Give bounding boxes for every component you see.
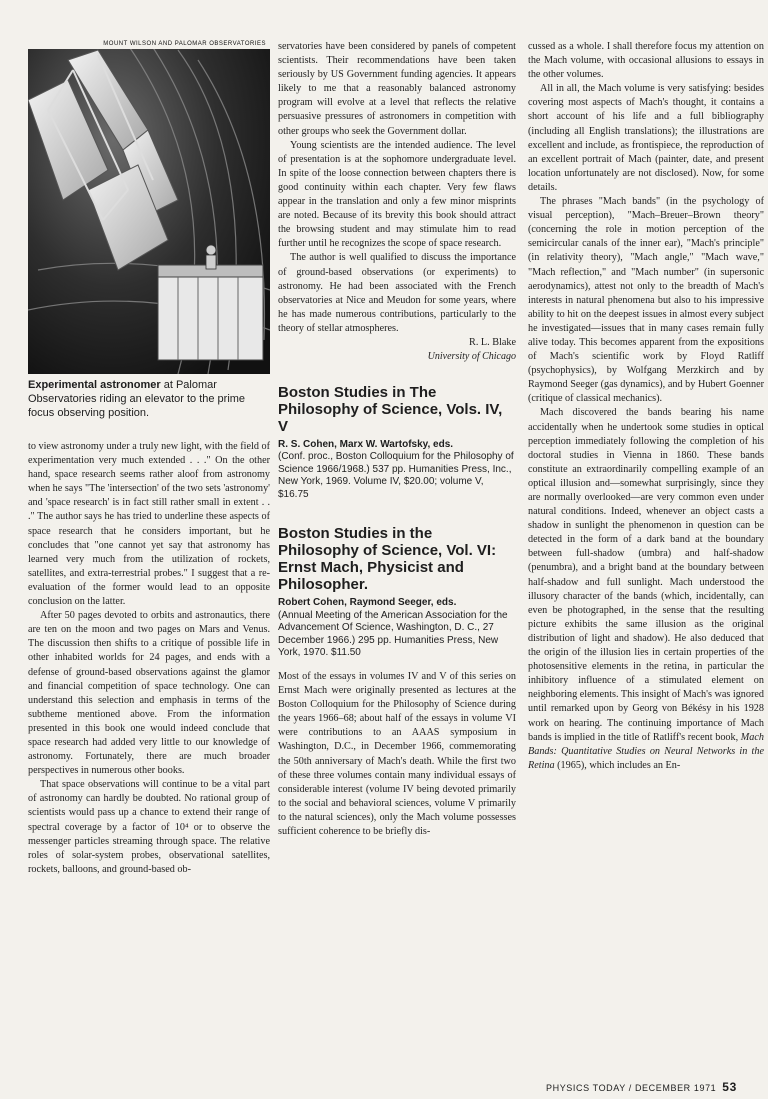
reviewer-name: R. L. Blake	[469, 336, 516, 348]
paragraph: The phrases "Mach bands" (in the psychology of visual perception), "Mach–Breuer–Brown theory" (concerning the role in motion perception of the semicircular canals of the inner ear), "Mach's principle" (in relativity theory), "Mach angle," "Mach wave," "Mach reflection," and "Mach number" (in supersonic aerodynamics), attest not only to the breadth of Mach's interests in natural phenomena but also to his impressive ability to hit on the deepest issues in almost every subject he investigated—issues that in many cases remain fully alive today. This becomes apparent from the expositions of Mach's scientific work by Floyd Ratliff (psychophysics), by Wolfgang Merzkirch and by Raymond Seeger (gas dynamics), and by Hubert Goenner (critique of classical mechanics).	[528, 196, 764, 405]
review-title: Boston Studies in The Philosophy of Science, Vols. IV, V	[278, 383, 503, 435]
paragraph	[528, 406, 764, 772]
paragraph: The author is well qualified to discuss the importance of ground-based observations (or experiments) to astronomy. He had been associated with the French observatories at Nice and Meudon for some years, where he has made numerous contributions, particularly to the theory of stellar atmospheres.	[278, 252, 516, 334]
paragraph: cussed as a whole. I shall therefore focus my attention on the Mach volume, with occasional allusions to essays in the other volumes.	[528, 41, 764, 81]
column-1	[28, 440, 270, 877]
paragraph: That space observations will continue to be a vital part of astronomy can hardly be doubted. No rational group of scientists would pass up a chance to extend their range of spectral coverage by a factor of 10⁴ or to observe the messenger particles streaming through space. The relative roles of solar-system probes, observational satellites, rockets, balloons, and ground-based ob-	[28, 779, 270, 875]
review-meta	[278, 439, 516, 502]
paragraph: After 50 pages devoted to orbits and astronautics, there are ten on the moon and two pages on Mars and Venus. The discussion then shifts to a critique of possible life in other inhabited worlds for 24 pages, and ends with a defense of ground-based observations against the glamor and financial competition of space technology. One can understand this selection and emphasis in terms of the subtheme mentioned above. From the information presented in this book one would indeed conclude that space research had added very little to our knowledge of astronomy. Fortunately, there are much broader perspectives in numerous other books.	[28, 610, 270, 777]
review-details: (Conf. proc., Boston Colloquium for the Philosophy of Science 1966/1968.) 537 pp. Humanities Press, Inc., New York, 1969. Volume IV, $20.00; volume V, $16.75	[278, 451, 514, 500]
review-meta	[278, 597, 516, 660]
page-footer	[546, 1080, 768, 1094]
paragraph-text: (1965), which includes an En-	[554, 759, 681, 771]
telescope-photo	[28, 40, 270, 374]
column-2	[278, 40, 516, 839]
caption-text: at Palomar Observatories riding an elevator to the prime focus observing position.	[28, 379, 246, 419]
page-number: 53	[722, 1080, 737, 1094]
caption-bold: Experimental astronomer	[28, 379, 161, 391]
reviewer-affiliation: University of Chicago	[427, 350, 516, 362]
photo-credit: MOUNT WILSON AND PALOMAR OBSERVATORIES	[28, 40, 270, 49]
review-authors: R. S. Cohen, Marx W. Wartofsky, eds.	[278, 438, 454, 450]
paragraph: servatories have been considered by panels of competent scientists. Their recommendations have been taken seriously by US Government funding agencies. It appears likely to me that a reasonably balanced astronomy program will evolve at a level that reflects the relative persuasive pressures of astronomers in competition with other groups who seek the Government dollar.	[278, 41, 516, 137]
review-authors: Robert Cohen, Raymond Seeger, eds.	[278, 597, 457, 609]
paragraph: All in all, the Mach volume is very satisfying: besides covering most aspects of Mach's thought, it contains a short account of his life and a full bibliography (including all English translations); the illustrations are excellent and include, as frontispiece, the reproduction of an excellent portrait of Mach (painter, date, and present location unfortunately are not disclosed). Now, for some details.	[528, 83, 764, 193]
paragraph-text: Mach discovered the bands bearing his name accidentally when he undertook some studies in optical perception immediately following the completion of his doctoral studies in Vienna in 1860. These bands constitute an extraordinarily compelling example of an optical illusion and—somewhat surprisingly, since they are normally overlooked—are very common even under natural conditions. Indeed, whenever an object casts a shadow in sunlight the phenomenon in question can be detected in the form of a dark band at the boundary between full-shadow (umbra) and half-shadow (penumbra), and a bright band at the boundary between half-shadow and full sunlight. Mach understood the illusory character of the bands (which, incidentally, can even be photographed, in the sense that the resulting picture exhibits the same illusion as the original distribution of light and shadow). He also deduced that the origin of the illusion lies in certain properties of the photosensitive elements in the retina, in particular the inhibitory influence of a stimulated element on neighboring elements. This insight of Mach's was ignored until remarked upon by Georg von Békésy in his 1928 work on hearing. The continuing importance of Mach bands is implied in the title of Ratliff's recent book,	[528, 407, 764, 743]
journal-issue: PHYSICS TODAY / DECEMBER 1971	[546, 1083, 717, 1093]
review-title: Boston Studies in the Philosophy of Science, Vol. VI: Ernst Mach, Physicist and Philosopher.	[278, 525, 497, 594]
paragraph: to view astronomy under a truly new light, with the field of experimentation very much extended . . ." On the other hand, space research seems rather aloof from astronomy when he says "The 'intersection' of the two sets 'astronomy' and 'space research' is in fact still rather small in extent . . ." The author says he has tried to underline these aspects of space research that he considers important, but he concludes that "one cannot yet say that astronomy has learned very much from the utilization of rockets, satellites, and extra-terrestrial probes." I suggest that a re-evaluation of the former would lead to an opposite conclusion on the latter.	[28, 441, 270, 608]
book-title: Mach Bands: Quantitative Studies on Neural Networks in the Retina	[528, 731, 764, 771]
photo-caption	[28, 378, 270, 420]
review-details: (Annual Meeting of the American Association for the Advancement Of Science, Washington, D. C., 27 December 1966.) 295 pp. Humanities Press, New York, 1970. $11.50	[278, 609, 508, 659]
paragraph: Most of the essays in volumes IV and V of this series on Ernst Mach were originally presented as lectures at the Boston Colloquium for the Philosophy of Science during the years 1966–68; about half of the essays in volume VI were contributions to an AAAS symposium in Washington, D.C., in December 1966, commemorating the 50th anniversary of Mach's death. While the first two of these three volumes contain many individual essays of considerable interest (volume IV being devoted primarily to the social and behavioral sciences, volume V primarily to the natural sciences), only the Mach volume possesses sufficient coherence to be briefly dis-	[278, 670, 516, 837]
paragraph: Young scientists are the intended audience. The level of presentation is at the sophomore undergraduate level. In spite of the loose connection between chapters there is good continuity within each chapter. Very few flaws appear in the translation and only a few minor misprints are noted. Because of its brevity this book should attract the browsing student and may stimulate him to read further until he recognizes the scope of space research.	[278, 139, 516, 250]
column-3	[528, 40, 764, 773]
telescope-illustration	[28, 40, 270, 374]
